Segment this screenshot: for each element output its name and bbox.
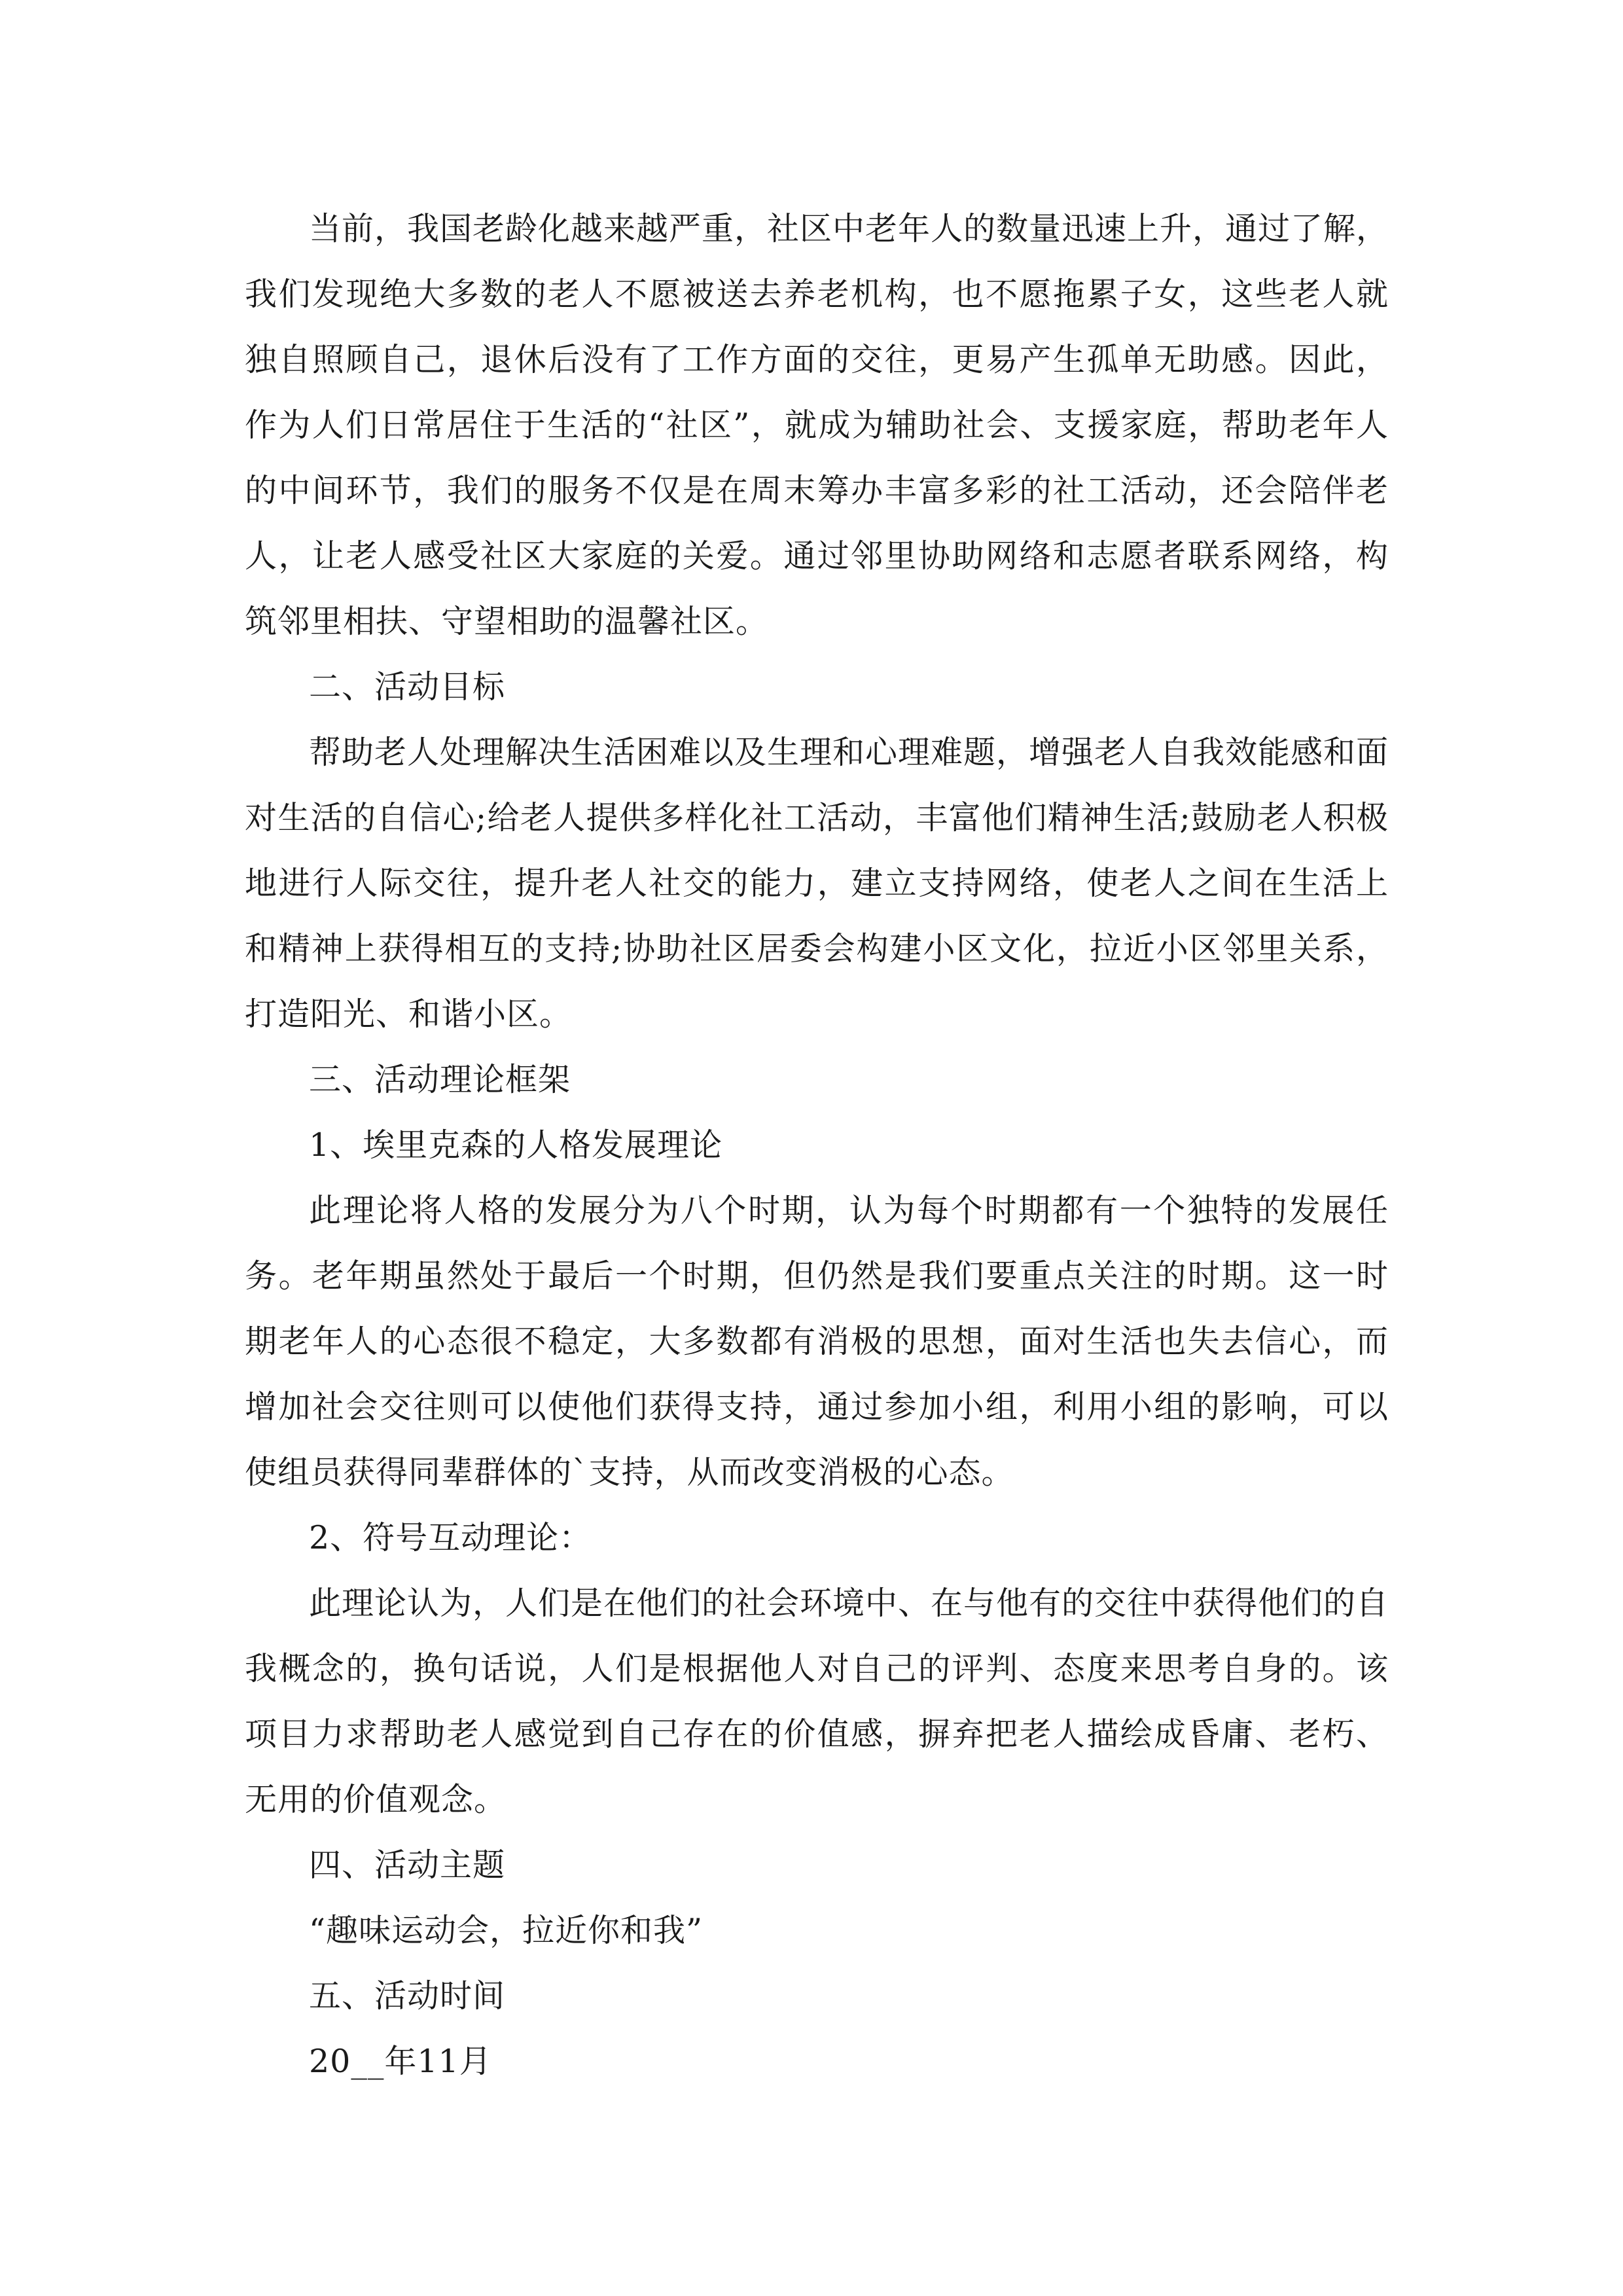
heading-activity-goals: 二、活动目标 — [309, 668, 506, 706]
heading-erikson-theory: 1、埃里克森的人格发展理论 — [309, 1126, 723, 1164]
heading-activity-theme: 四、活动主题 — [309, 1846, 506, 1884]
heading-activity-time: 五、活动时间 — [309, 1977, 506, 2015]
heading-theory-framework: 三、活动理论框架 — [309, 1061, 571, 1098]
paragraph-activity-goals: 帮助老人处理解决生活困难以及生理和心理难题，增强老人自我效能感和面对生活的自信心;给老人提供多样化社工活动，丰富他们精神生活;鼓励老人积极地进行人际交往，提升老人社交的能力，建立支持网络，使老人之间在生活上和精神上获得相互的支持;协助社区居委会构建小区文化，拉近小区邻里关系，打造阳光、和谐小区。 — [245, 734, 1389, 1033]
paragraph-erikson-theory: 此理论将人格的发展分为八个时期，认为每个时期都有一个独特的发展任务。老年期虽然处于最后一个时期，但仍然是我们要重点关注的时期。这一时期老年人的心态很不稳定，大多数都有消极的思想，面对生活也失去信心，而增加社会交往则可以使他们获得支持，通过参加小组，利用小组的影响，可以使组员获得同辈群体的`支持，从而改变消极的心态。 — [245, 1192, 1389, 1491]
heading-symbolic-interaction: 2、符号互动理论： — [309, 1519, 592, 1556]
activity-time-text: 20__年11月 — [309, 2043, 492, 2080]
document-body — [245, 196, 1389, 2094]
paragraph-background: 当前，我国老龄化越来越严重，社区中老年人的数量迅速上升，通过了解，我们发现绝大多数的老人不愿被送去养老机构，也不愿拖累子女，这些老人就独自照顾自己，退休后没有了工作方面的交往，更易产生孤单无助感。因此，作为人们日常居住于生活的“社区”，就成为辅助社会、支援家庭，帮助老年人的中间环节，我们的服务不仅是在周末筹办丰富多彩的社工活动，还会陪伴老人，让老人感受社区大家庭的关爱。通过邻里协助网络和志愿者联系网络，构筑邻里相扶、守望相助的温馨社区。 — [245, 210, 1389, 640]
paragraph-symbolic-interaction: 此理论认为，人们是在他们的社会环境中、在与他有的交往中获得他们的自我概念的，换句话说，人们是根据他人对自己的评判、态度来思考自身的。该项目力求帮助老人感觉到自己存在的价值感，摒弃把老人描绘成昏庸、老朽、无用的价值观念。 — [245, 1585, 1389, 1818]
activity-theme-text: “趣味运动会，拉近你和我” — [309, 1912, 704, 1949]
